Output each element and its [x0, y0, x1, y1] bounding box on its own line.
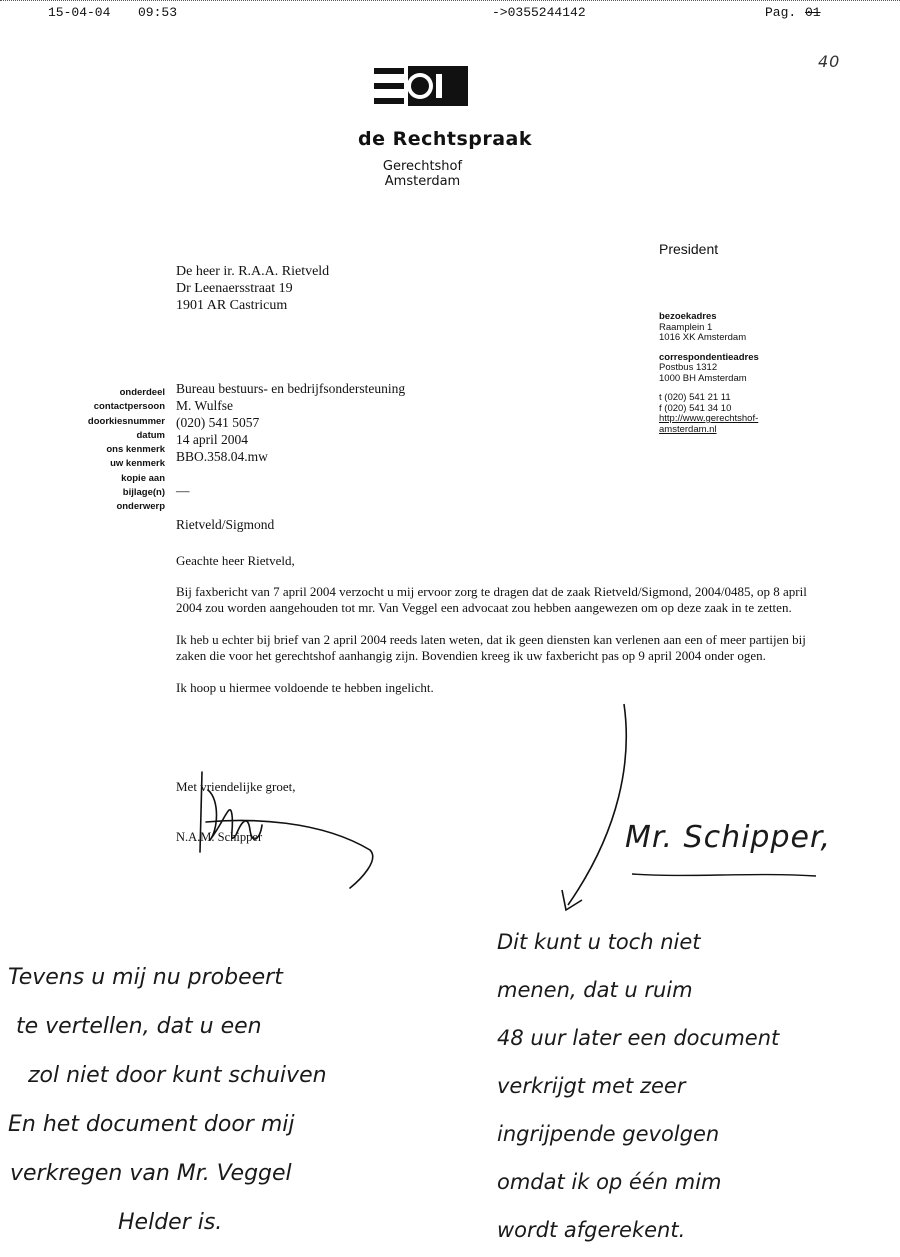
court-name [300, 159, 545, 189]
handwritten-line: ingrijpende gevolgen [497, 1122, 720, 1146]
meta-department: Bureau bestuurs- en bedrijfsondersteuning [176, 381, 406, 396]
signature-icon [170, 760, 390, 890]
salutation: Geachte heer Rietveld, [176, 553, 295, 568]
handwritten-line: 48 uur later een document [497, 1026, 780, 1050]
letter-paragraph: Ik heb u echter bij brief van 2 april 2004 reeds laten weten, dat ik geen diensten kan verlenen aan een of meer partijen bij zaken die voor het gerechtshof aanhangig zijn. Bovendien kreeg ik uw faxbericht pas op 9 april 2004 onder ogen. [176, 631, 806, 663]
underline-icon [630, 868, 820, 888]
postal-address-line: 1000 BH Amsterdam [659, 372, 747, 384]
court-line-1: Gerechtshof [382, 159, 463, 174]
handwritten-line: En het document door mij [8, 1112, 295, 1137]
recipient-name: De heer ir. R.A.A. Rietveld [176, 264, 330, 279]
recipient-street: Dr Leenaersstraat 19 [176, 281, 293, 296]
meta-date: 14 april 2004 [176, 432, 248, 447]
meta-contact: M. Wulfse [176, 398, 233, 413]
brand-name: de Rechtspraak [357, 128, 533, 150]
handwritten-line: Helder is. [118, 1210, 223, 1235]
phone-number: t (020) 541 21 11 [659, 392, 731, 403]
meta-label: doorkiesnummer [87, 415, 165, 427]
handwritten-line: te vertellen, dat u een [16, 1014, 262, 1039]
meta-label: onderwerp [116, 501, 165, 513]
court-contact-info [659, 312, 859, 444]
website-link[interactable]: http://www.gerechtshof- [659, 413, 759, 424]
handwritten-line: menen, dat u ruim [497, 978, 693, 1002]
postal-address [659, 353, 859, 385]
court-line-2: Amsterdam [384, 174, 461, 189]
meta-copy: — [176, 483, 190, 498]
handwritten-page-number: 40 [818, 52, 841, 71]
fax-page-label: Pag. [765, 5, 797, 20]
meta-label: kopie aan [121, 472, 165, 484]
signatory-name: N.A.M. Schipper [176, 830, 263, 844]
meta-label: contactpersoon [93, 401, 165, 413]
recipient-address [176, 263, 329, 314]
meta-label: uw kenmerk [110, 458, 165, 470]
recipient-city: 1901 AR Castricum [176, 298, 288, 313]
handwritten-line: zol niet door kunt schuiven [28, 1063, 327, 1088]
sender-role: President [659, 241, 719, 257]
meta-labels [20, 386, 165, 515]
postal-address-label: correspondentieadres [659, 351, 759, 363]
visit-address [659, 312, 859, 344]
website-link[interactable]: amsterdam.nl [659, 423, 717, 435]
handwritten-line: verkrijgt met zeer [497, 1074, 686, 1098]
handwritten-addressee: Mr. Schipper, [625, 820, 832, 855]
rechtspraak-logo-icon [374, 66, 470, 106]
meta-label: bijlage(n) [122, 487, 165, 499]
handwritten-note-left [8, 953, 478, 1247]
handwritten-line: Dit kunt u toch niet [497, 930, 701, 954]
meta-values [176, 380, 576, 533]
visit-address-label: bezoekadres [659, 311, 717, 322]
postal-address-line: Postbus 1312 [659, 362, 718, 373]
handwritten-line: omdat ik op één mim [497, 1170, 722, 1194]
fax-number-contact: f (020) 541 34 10 [659, 402, 732, 414]
visit-address-line: 1016 XK Amsterdam [659, 332, 747, 343]
visit-address-line: Raamplein 1 [659, 321, 713, 333]
phone-block [659, 393, 859, 435]
meta-label: datum [136, 429, 165, 441]
fax-time: 09:53 [138, 5, 178, 20]
meta-direct-number: (020) 541 5057 [176, 415, 260, 430]
fax-page-number: 01 [805, 5, 821, 20]
meta-our-ref: BBO.358.04.mw [176, 449, 268, 464]
fax-header [0, 0, 900, 19]
handwritten-note-right [497, 918, 887, 1254]
meta-subject: Rietveld/Sigmond [176, 517, 275, 532]
closing: Met vriendelijke groet, [176, 779, 296, 794]
meta-label: onderdeel [119, 387, 165, 398]
letter-paragraph: Bij faxbericht van 7 april 2004 verzocht u mij ervoor zorg te dragen dat de zaak Rietveld/Sigmond, 2004/0485, op 8 april 2004 zou worden aangehouden tot mr. Van Veggel een advocaat zou hebben aangewezen om op deze zaak in te zetten. [176, 583, 807, 615]
fax-date: 15-04-04 [48, 5, 111, 20]
letter-paragraph: Ik hoop u hiermee voldoende te hebben ingelicht. [176, 679, 434, 695]
handwritten-line: verkregen van Mr. Veggel [10, 1161, 292, 1186]
meta-label: ons kenmerk [106, 444, 165, 456]
fax-number: ->0355244142 [492, 5, 586, 20]
handwritten-line: Tevens u mij nu probeert [8, 965, 283, 990]
handwritten-line: wordt afgerekent. [497, 1218, 686, 1242]
letter-body [176, 553, 816, 711]
